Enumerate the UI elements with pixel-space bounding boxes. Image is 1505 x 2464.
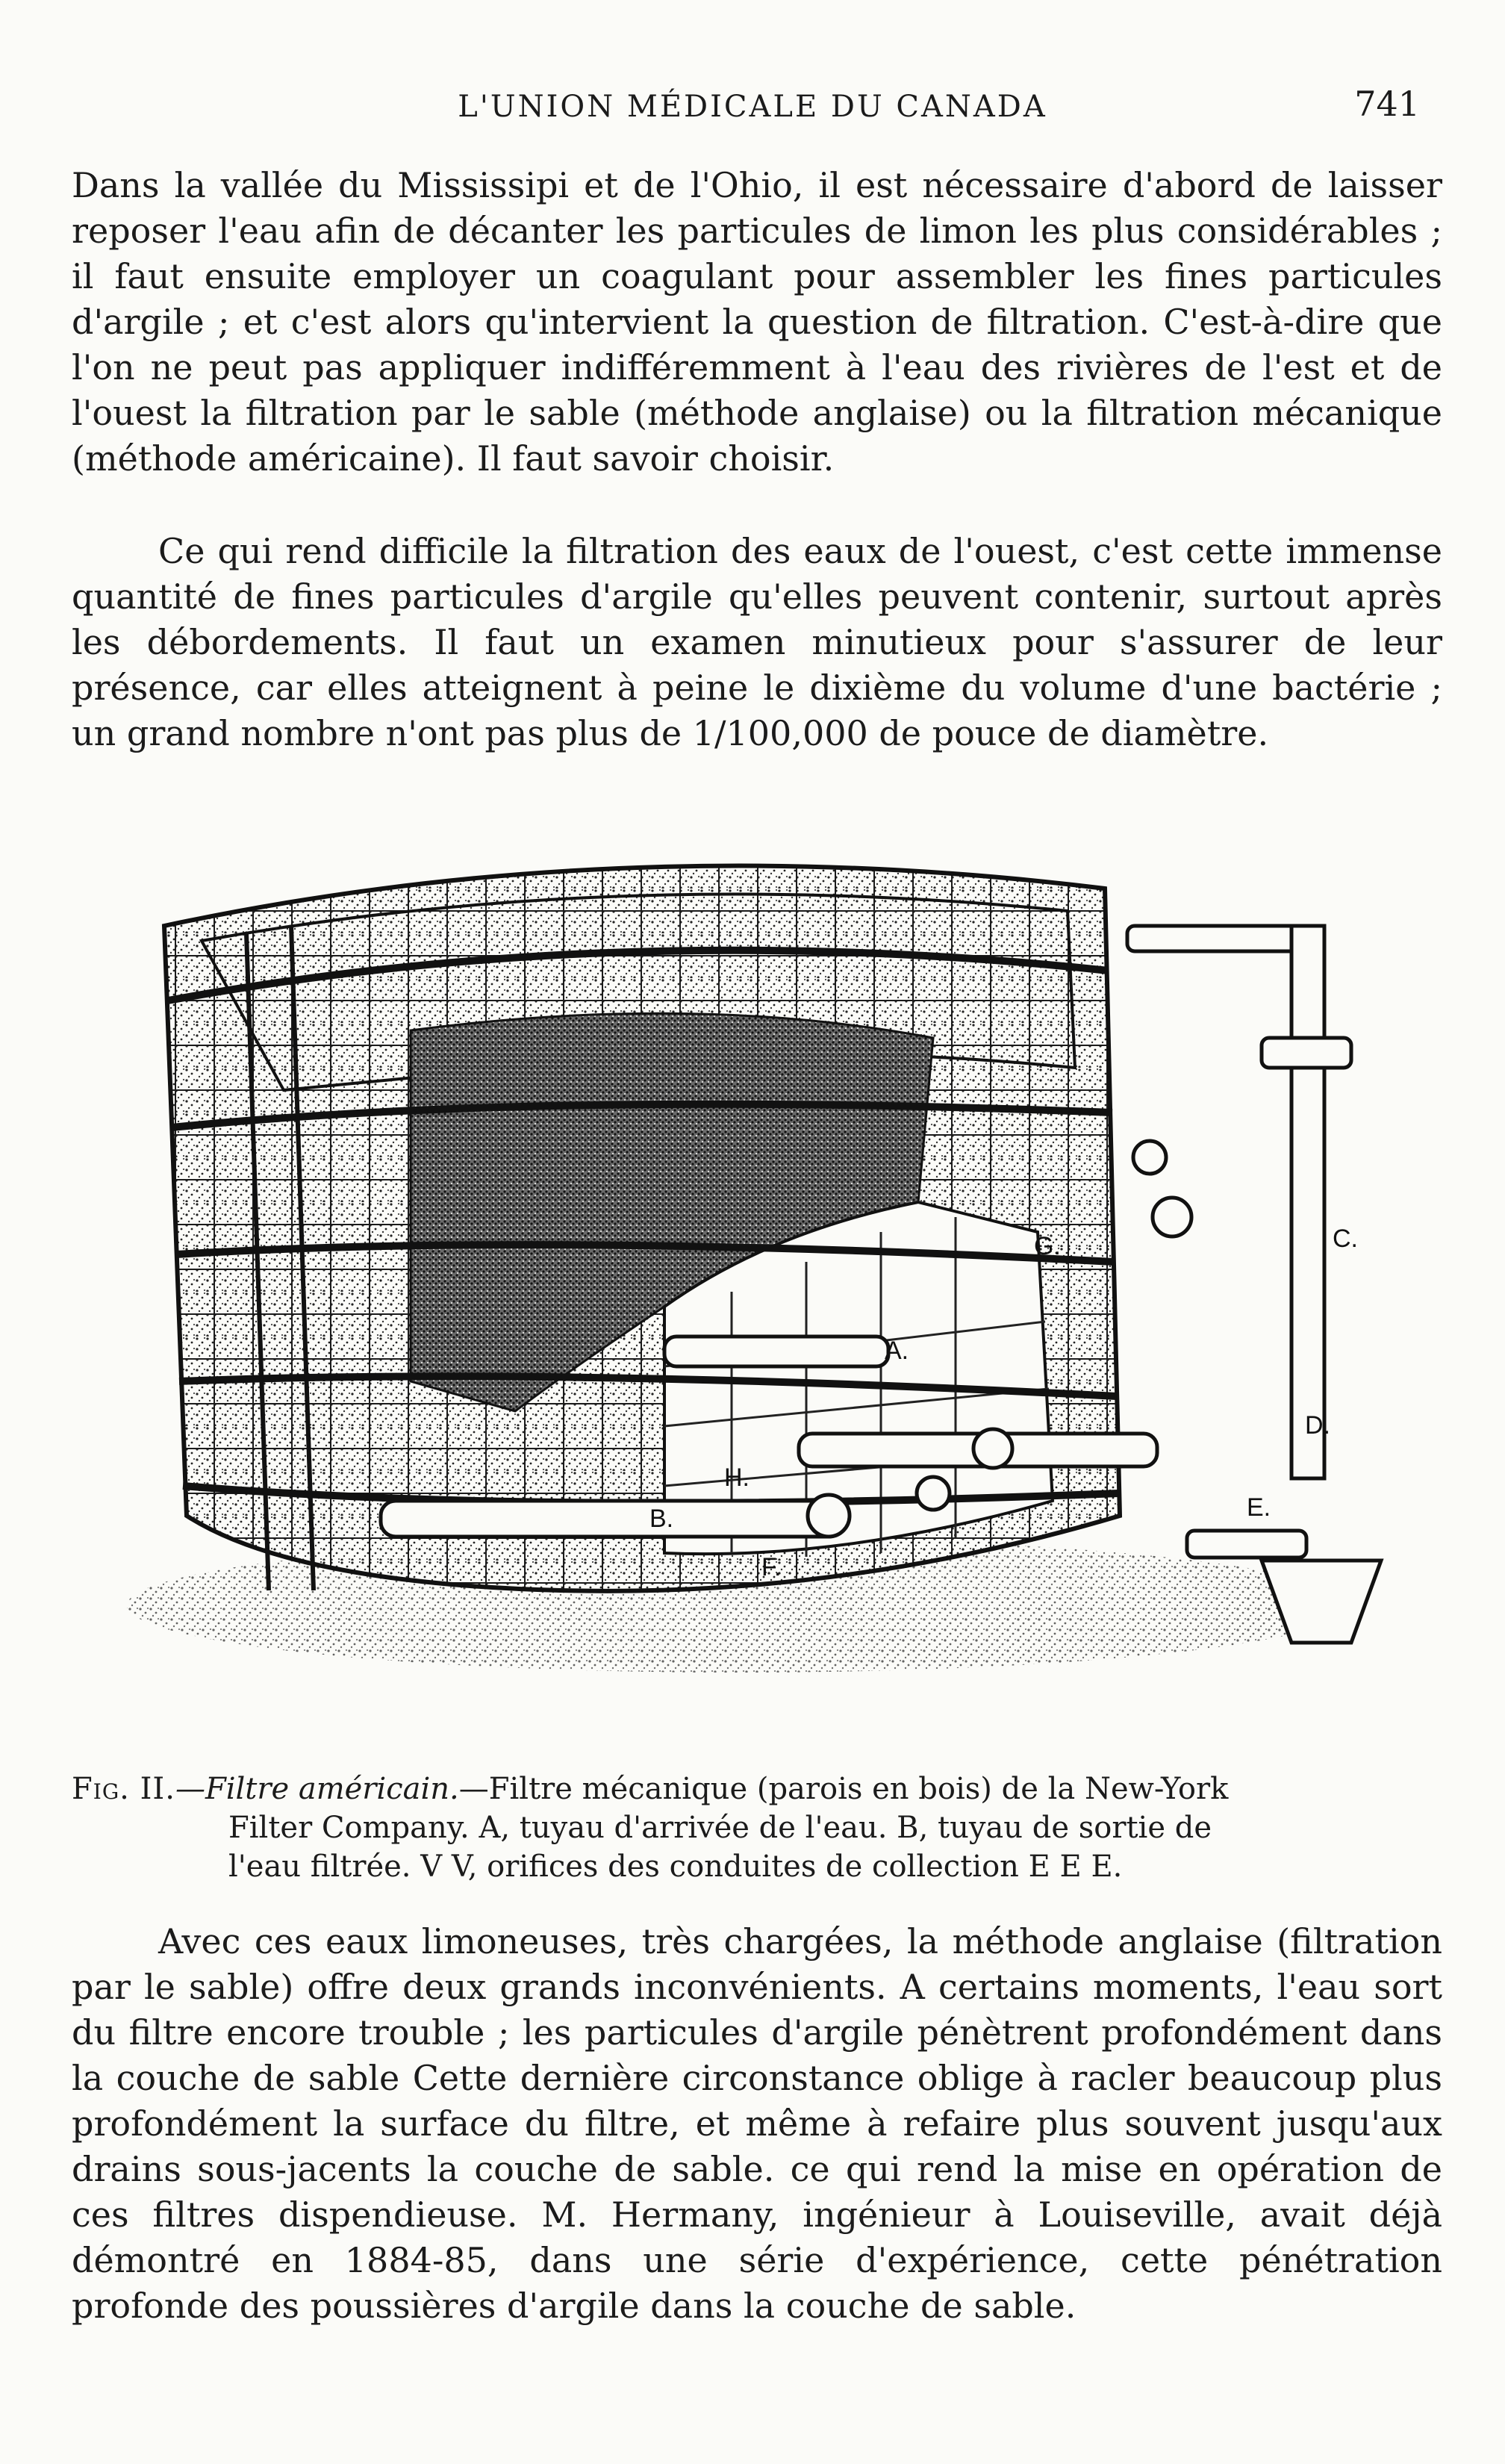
- caption-line-1: —Filtre mécanique (parois en bois) de la New-York: [458, 1772, 1229, 1806]
- running-head: L'UNION MÉDICALE DU CANADA: [458, 90, 1047, 124]
- paragraph-1: Dans la vallée du Mississipi et de l'Ohio, il est nécessaire d'abord de laisser reposer l'eau afin de décanter les particules de limon les plus considérables ; il faut ensuite employer un coagulant pour assembler les fines particules d'argile ; et c'est alors qu'intervient la question de filtration. C'est-à-dire que l'on ne peut pas appliquer indifféremment à l'eau des rivières de l'est et de l'ouest la filtration par le sable (méthode anglaise) ou la filtration mécanique (méthode américaine). Il faut savoir choisir.: [72, 165, 1442, 479]
- label-f: F.: [761, 1553, 782, 1581]
- figure-number: Fig. II.: [72, 1772, 175, 1806]
- label-c: C.: [1333, 1225, 1358, 1253]
- filter-tank-drawing: [97, 844, 1418, 1755]
- label-d: D.: [1305, 1411, 1330, 1440]
- page-header: [72, 84, 1433, 136]
- label-a: A.: [885, 1337, 909, 1365]
- label-e: E.: [1247, 1493, 1271, 1522]
- page-number: 741: [1354, 84, 1420, 124]
- paragraph-2: Ce qui rend difficile la filtration des eaux de l'ouest, c'est cette immense quantité de fines particules d'argile qu'elles peuvent contenir, surtout après les débordements. Il faut un examen minutieux pour s'assurer de leur présence, car elles atteignent à peine le dixième du volume d'une bactérie ; un grand nombre n'ont pas plus de 1/100,000 de pouce de diamètre.: [72, 531, 1442, 753]
- paragraph-3: Avec ces eaux limoneuses, très chargées, la méthode anglaise (filtration par le sable) offre deux grands inconvénients. A certains moments, l'eau sort du filtre encore trouble ; les particules d'argile pénètrent profondément dans la couche de sable Cette dernière circonstance oblige à racler beaucoup plus profondément la surface du filtre, et même à refaire plus souvent jusqu'aux drains sous-jacents la couche de sable. ce qui rend la mise en opération de ces filtres dispendieuse. M. Hermany, ingénieur à Louiseville, avait déjà démontré en 1884-85, dans une série d'expérience, cette pénétration profonde des poussières d'argile dans la couche de sable.: [72, 1921, 1442, 2326]
- figure-caption-block: [72, 1770, 1442, 1886]
- caption-line-2: Filter Company. A, tuyau d'arrivée de l'eau. B, tuyau de sortie de: [228, 1811, 1212, 1845]
- label-h: H.: [724, 1463, 750, 1492]
- caption-line-3: l'eau filtrée. V V, orifices des conduites de collection E E E.: [228, 1849, 1123, 1884]
- label-g: G.: [1034, 1232, 1061, 1260]
- label-b: B.: [649, 1505, 674, 1533]
- figure-title: —Filtre américain.: [175, 1772, 459, 1806]
- filter-illustration: [97, 844, 1418, 1755]
